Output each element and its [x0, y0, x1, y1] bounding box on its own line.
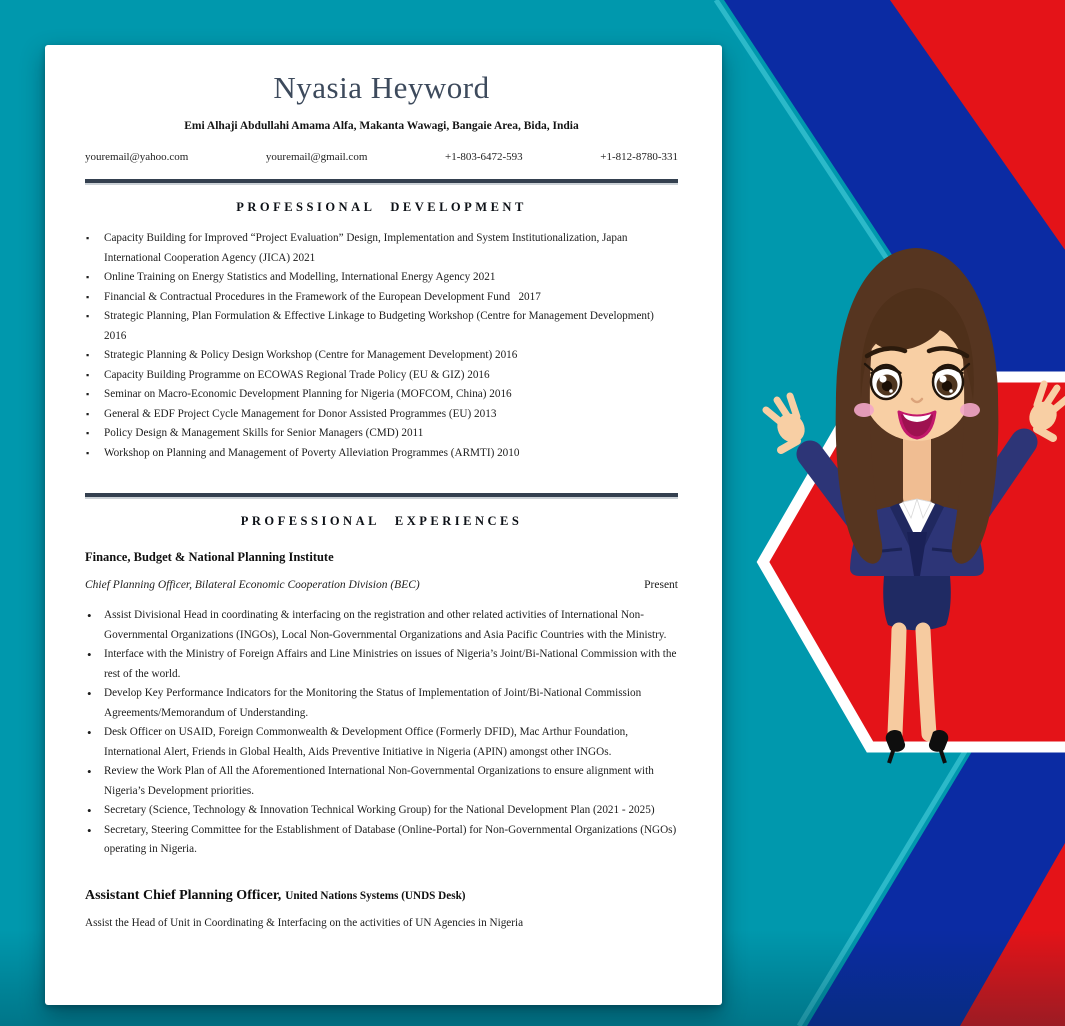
- woman-pocket-left: [882, 549, 902, 551]
- woman-blush-right: [960, 403, 980, 417]
- second-role-title: Assistant Chief Planning Officer,: [85, 887, 282, 903]
- development-item: ▪ Workshop on Planning and Management of Poverty Alleviation Programmes (ARMTI) 2010: [85, 444, 678, 464]
- woman-blush-left: [854, 403, 874, 417]
- section-title-experience: PROFESSIONAL EXPERIENCES: [240, 514, 523, 528]
- header-divider: [85, 179, 678, 183]
- tenure-label: Present: [644, 579, 678, 591]
- experience-item: • Interface with the Ministry of Foreign Affairs and Line Ministries on issues of Nigeria’s Joint/Bi-National Commission with the rest of the world.: [85, 645, 678, 684]
- experience-item: • Secretary, Steering Committee for the Establishment of Database (Online-Portal) for Non-Governmental Organizations (NGOs) operating in Nigeria.: [85, 821, 678, 860]
- role-title: Chief Planning Officer, Bilateral Economic Cooperation Division (BEC): [85, 579, 420, 591]
- employer-name: Finance, Budget & National Planning Institute: [85, 550, 334, 564]
- contact-email-gmail: youremail@gmail.com: [265, 151, 368, 163]
- experience-item: • Assist Divisional Head in coordinating & interfacing on the registration and other related activities of International Non-Governmental Organizations (INGOs), Local Non-Governmental Organizations and Asia Pacific Countries with the Ministry.: [85, 606, 678, 645]
- development-item: ▪ Policy Design & Management Skills for Senior Managers (CMD) 2011: [85, 424, 678, 444]
- role-line: [85, 578, 678, 593]
- resume-page: [45, 45, 722, 1005]
- development-item: ▪ Strategic Planning, Plan Formulation & Effective Linkage to Budgeting Workshop (Centre for Management Development) 2016: [85, 307, 678, 346]
- second-role-org: United Nations Systems (UNDS Desk): [285, 889, 466, 902]
- contact-phone-1: +1-803-6472-593: [444, 151, 523, 163]
- development-list: [85, 229, 678, 463]
- woman-skirt: [883, 576, 951, 630]
- section-title-development: PROFESSIONAL DEVELOPMENT: [236, 200, 527, 214]
- development-item: ▪ Capacity Building Programme on ECOWAS Regional Trade Policy (EU & GIZ) 2016: [85, 366, 678, 386]
- experience-list: [85, 606, 678, 860]
- experience-item: • Secretary (Science, Technology & Innovation Technical Working Group) for the National Development Plan (2021 - 2025): [85, 801, 678, 821]
- development-item: ▪ Seminar on Macro-Economic Development Planning for Nigeria (MOFCOM, China) 2016: [85, 385, 678, 405]
- contact-row: [85, 150, 678, 164]
- second-role-summary: Assist the Head of Unit in Coordinating & Interfacing on the activities of UN Agencies in Nigeria: [85, 916, 524, 929]
- experience-item: • Review the Work Plan of All the Aforementioned International Non-Governmental Organizations to ensure alignment with Nigeria’s Development priorities.: [85, 762, 678, 801]
- development-item: ▪ Strategic Planning & Policy Design Workshop (Centre for Management Development) 2016: [85, 346, 678, 366]
- resume-name: Nyasia Heyword: [273, 70, 490, 105]
- development-item: ▪ General & EDF Project Cycle Management for Donor Assisted Programmes (EU) 2013: [85, 405, 678, 425]
- contact-phone-2: +1-812-8780-331: [600, 151, 678, 163]
- woman-right-leg: [923, 630, 929, 734]
- development-item: ▪ Capacity Building for Improved “Project Evaluation” Design, Implementation and System Institutionalization, Japan International Cooperation Agency (JICA) 2021: [85, 229, 678, 268]
- development-item: ▪ Financial & Contractual Procedures in the Framework of the European Development Fund 2017: [85, 288, 678, 308]
- second-role-line: [85, 886, 678, 905]
- woman-pocket-right: [932, 549, 952, 551]
- experience-item: • Desk Officer on USAID, Foreign Commonwealth & Development Office (Formerly DFID), Mac Arthur Foundation, International Alert, Friends in Global Health, Aids Preventive Initiative in Nigeria (APIN) amongst other INGOs.: [85, 723, 678, 762]
- woman-left-leg: [895, 630, 899, 734]
- contact-email-yahoo: youremail@yahoo.com: [85, 151, 189, 163]
- resume-address: Emi Alhaji Abdullahi Amama Alfa, Makanta Wawagi, Bangaie Area, Bida, India: [184, 120, 579, 132]
- development-item: ▪ Online Training on Energy Statistics and Modelling, International Energy Agency 2021: [85, 268, 678, 288]
- section-divider: [85, 493, 678, 497]
- experience-item: • Develop Key Performance Indicators for the Monitoring the Status of Implementation of Joint/Bi-National Commission Agreements/Memorandum of Understanding.: [85, 684, 678, 723]
